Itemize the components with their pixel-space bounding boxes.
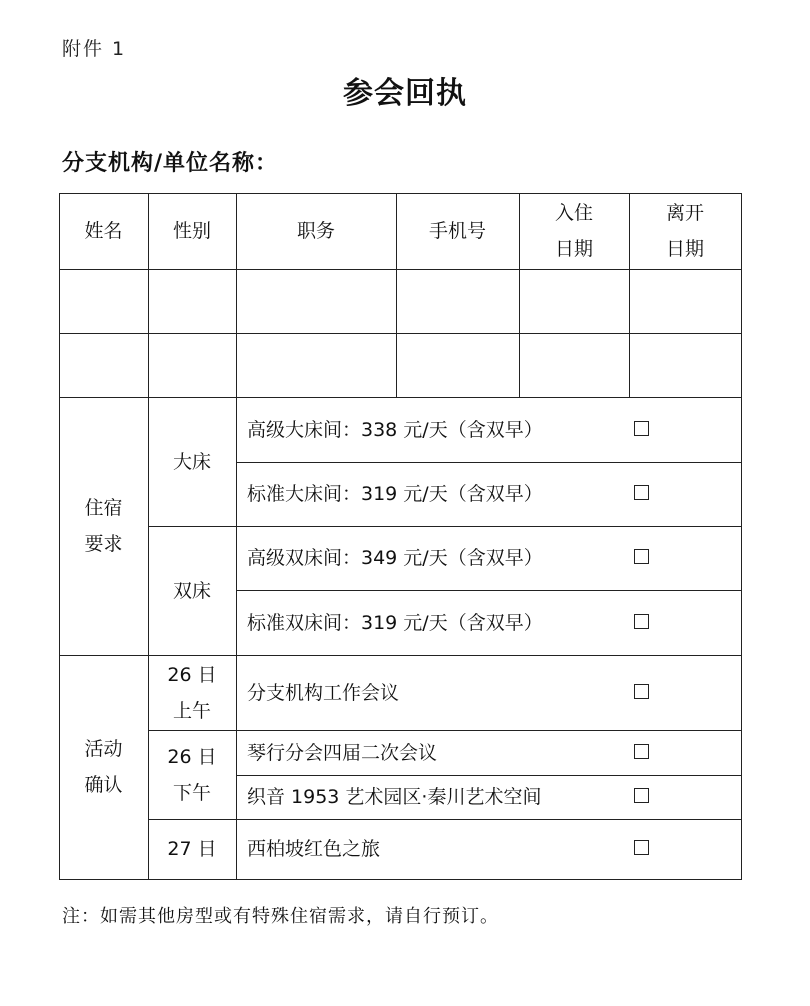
checkbox-standard-king[interactable] [634,485,649,500]
table-border-bottom [59,879,742,880]
activity-label: 西柏坡红色之旅 [247,838,381,860]
room-option-label: 高级双床间：349 元/天（含双早） [247,547,543,569]
attachment-label: 附件 1 [62,38,127,60]
activity-label: 分支机构工作会议 [247,681,400,704]
room-option-label: 标准双床间：319 元/天（含双早） [247,611,543,634]
twin-bed-label: 双床 [172,579,211,602]
day26-pm-line2: 下午 [172,781,211,804]
day26-am-label [148,655,236,730]
header-position: 职务 [296,220,335,242]
day26-pm-label [148,730,236,819]
footnote: 注：如需其他房型或有特殊住宿需求，请自行预订。 [62,906,499,927]
accommodation-label-line2: 要求 [84,533,123,555]
table-line-row1-bottom [59,333,742,334]
big-bed-label: 大床 [172,450,211,473]
header-checkout-date [629,193,741,269]
accommodation-label-line1: 住宿 [84,497,123,519]
header-checkin-date [519,193,629,269]
accommodation-label [59,397,148,655]
header-name: 姓名 [84,220,123,242]
header-checkout-line2: 日期 [665,238,704,260]
header-checkout-line1: 离开 [665,202,704,224]
checkbox-art-park-visit[interactable] [634,788,649,803]
checkbox-xibaipo-tour[interactable] [634,840,649,855]
room-option-label: 标准大床间：319 元/天（含双早） [247,483,543,505]
header-checkin-line2: 日期 [554,238,593,260]
org-name-label: 分支机构/单位名称： [62,151,279,176]
activity-label: 织音 1953 艺术园区·秦川艺术空间 [247,786,542,808]
activity-label: 琴行分会四届二次会议 [247,741,438,764]
header-checkin-line1: 入住 [554,202,593,224]
room-option-label: 高级大床间：338 元/天（含双早） [247,418,543,441]
day26-am-line2: 上午 [172,699,211,722]
day26-pm-line1: 26 日 [167,745,217,768]
activities-label-line2: 确认 [84,774,123,796]
table-line-header-bottom [59,269,742,270]
activities-label-line1: 活动 [84,738,123,760]
header-phone: 手机号 [428,220,486,242]
activities-label [59,655,148,879]
table-border-right [741,193,742,880]
page-title: 参会回执 [343,76,467,111]
checkbox-branch-meeting[interactable] [634,684,649,699]
checkbox-deluxe-twin[interactable] [634,549,649,564]
checkbox-deluxe-king[interactable] [634,421,649,436]
header-gender: 性别 [172,220,211,242]
day26-am-line1: 26 日 [167,663,217,686]
checkbox-piano-branch-meeting[interactable] [634,744,649,759]
checkbox-standard-twin[interactable] [634,614,649,629]
day27-label: 27 日 [167,838,217,860]
